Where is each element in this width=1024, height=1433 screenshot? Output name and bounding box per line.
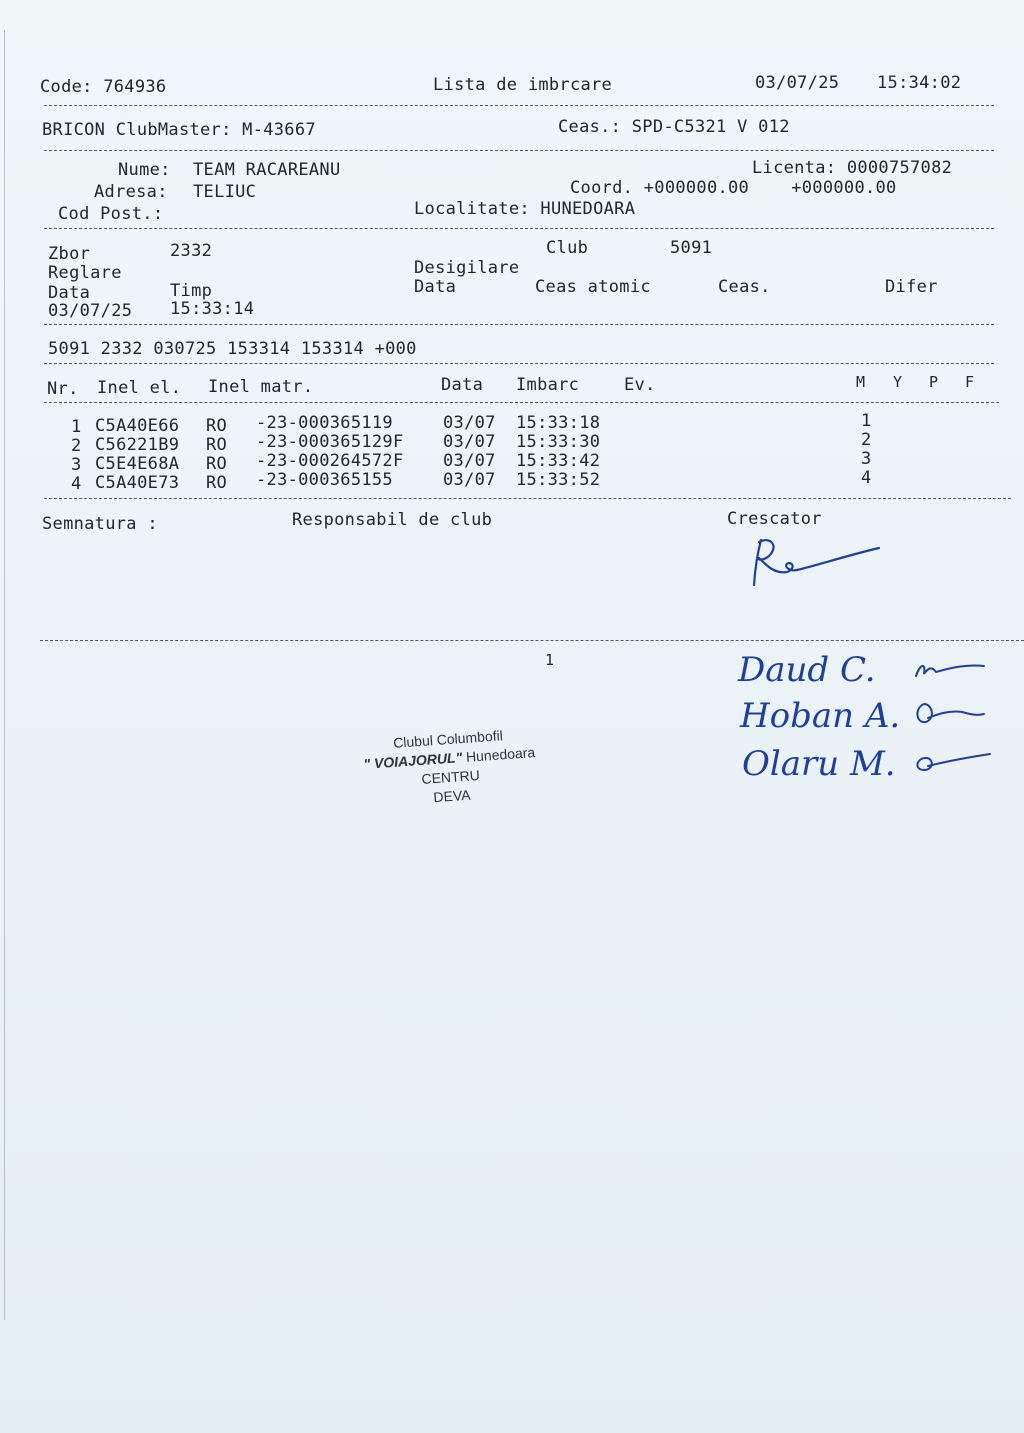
page-edge xyxy=(4,30,5,1320)
col-inel-matr: Inel matr. xyxy=(208,377,314,397)
row-time: 15:33:42 xyxy=(516,451,601,471)
reglare-time: 15:33:14 xyxy=(170,299,255,319)
row-m: 3 xyxy=(861,449,872,469)
club-number: 5091 xyxy=(670,238,713,258)
divider xyxy=(40,640,1024,641)
page-number: 1 xyxy=(545,651,555,669)
clock-label: Ceas. xyxy=(718,277,771,297)
coordinates: Coord. +000000.00 +000000.00 xyxy=(570,178,897,198)
data-label-2: Data xyxy=(414,277,457,297)
divider xyxy=(44,228,994,229)
col-f: F xyxy=(965,373,975,391)
stamp-line-3: CENTRU xyxy=(420,766,481,787)
col-y: Y xyxy=(893,373,903,391)
handwritten-name-2: Hoban A. xyxy=(740,696,901,736)
divider xyxy=(44,402,999,403)
stamp-city: Hunedoara xyxy=(465,744,536,765)
row-time: 15:33:52 xyxy=(516,470,601,490)
code-label: Code: 764936 xyxy=(40,77,167,97)
code-line: 5091 2332 030725 153314 153314 +000 xyxy=(48,339,417,359)
col-nr: Nr. xyxy=(47,379,79,399)
reglare-label: Reglare xyxy=(48,263,122,283)
document-title: Lista de imbrcare xyxy=(433,75,613,95)
row-time: 15:33:18 xyxy=(516,413,601,433)
club-responsible-label: Responsabil de club xyxy=(292,510,493,530)
row-date: 03/07 xyxy=(443,451,496,471)
clock-id: Ceas.: SPD-C5321 V 012 xyxy=(558,117,790,137)
desigilare-label: Desigilare xyxy=(414,258,520,278)
club-label: Club xyxy=(546,238,589,258)
atomic-clock-label: Ceas atomic xyxy=(535,277,651,297)
divider xyxy=(44,498,1011,499)
row-inel-matr: -23-000264572F xyxy=(256,451,404,471)
cod-post-label: Cod Post.: xyxy=(58,204,164,224)
row-date: 03/07 xyxy=(443,470,496,490)
handwritten-name-1: Daud C. xyxy=(738,650,876,690)
breeder-label: Crescator xyxy=(727,509,822,529)
flight-number: 2332 xyxy=(170,241,213,261)
row-country: RO xyxy=(206,435,228,455)
col-inel-el: Inel el. xyxy=(97,378,182,398)
row-m: 2 xyxy=(861,430,872,450)
header-date: 03/07/25 xyxy=(755,73,840,93)
row-nr: 1 xyxy=(71,417,82,437)
adresa-label: Adresa: xyxy=(94,182,168,202)
row-country: RO xyxy=(206,416,228,436)
row-inel-el: C5E4E68A xyxy=(95,454,180,474)
row-date: 03/07 xyxy=(443,432,496,452)
row-inel-matr: -23-000365119 xyxy=(256,413,393,433)
licence: Licenta: 0000757082 xyxy=(752,158,953,178)
divider xyxy=(44,105,994,106)
owner-name: TEAM RACAREANU xyxy=(193,160,341,180)
col-p: P xyxy=(929,373,939,391)
divider xyxy=(44,324,994,325)
row-inel-el: C5A40E66 xyxy=(95,416,180,436)
difference-label: Difer xyxy=(885,277,938,297)
col-imbarc: Imbarc xyxy=(516,375,580,395)
row-country: RO xyxy=(206,473,228,493)
row-inel-matr: -23-000365155 xyxy=(256,470,393,490)
row-inel-matr: -23-000365129F xyxy=(256,432,404,452)
signature-label: Semnatura : xyxy=(42,514,158,534)
col-m: M xyxy=(856,373,866,391)
row-m: 1 xyxy=(861,411,872,431)
row-m: 4 xyxy=(861,468,872,488)
stamp-line-4: DEVA xyxy=(432,786,472,806)
reglare-date: 03/07/25 xyxy=(48,301,133,321)
row-date: 03/07 xyxy=(443,413,496,433)
stamp-line-1: Clubul Columbofil xyxy=(392,727,504,751)
handwritten-name-3: Olaru M. xyxy=(742,744,896,784)
row-country: RO xyxy=(206,454,228,474)
col-ev: Ev. xyxy=(624,375,656,395)
row-inel-el: C5A40E73 xyxy=(95,473,180,493)
timp-label: Timp xyxy=(170,281,213,301)
owner-address: TELIUC xyxy=(193,182,257,202)
header-time: 15:34:02 xyxy=(877,73,962,93)
row-nr: 4 xyxy=(71,474,82,494)
nume-label: Nume: xyxy=(118,160,171,180)
zbor-label: Zbor xyxy=(48,244,91,264)
handwritten-initial-1 xyxy=(910,656,990,690)
col-data: Data xyxy=(441,375,484,395)
handwritten-initial-2 xyxy=(910,698,990,736)
divider xyxy=(44,363,994,364)
row-nr: 2 xyxy=(71,436,82,456)
data-label: Data xyxy=(48,283,91,303)
breeder-signature xyxy=(745,530,895,604)
handwritten-initial-3 xyxy=(908,748,998,782)
row-inel-el: C56221B9 xyxy=(95,435,180,455)
locality: Localitate: HUNEDOARA xyxy=(414,199,636,219)
row-nr: 3 xyxy=(71,455,82,475)
divider xyxy=(44,150,994,151)
row-time: 15:33:30 xyxy=(516,432,601,452)
stamp-club-name: " VOIAJORUL" xyxy=(362,749,463,773)
device-model: BRICON ClubMaster: M-43667 xyxy=(42,120,316,140)
